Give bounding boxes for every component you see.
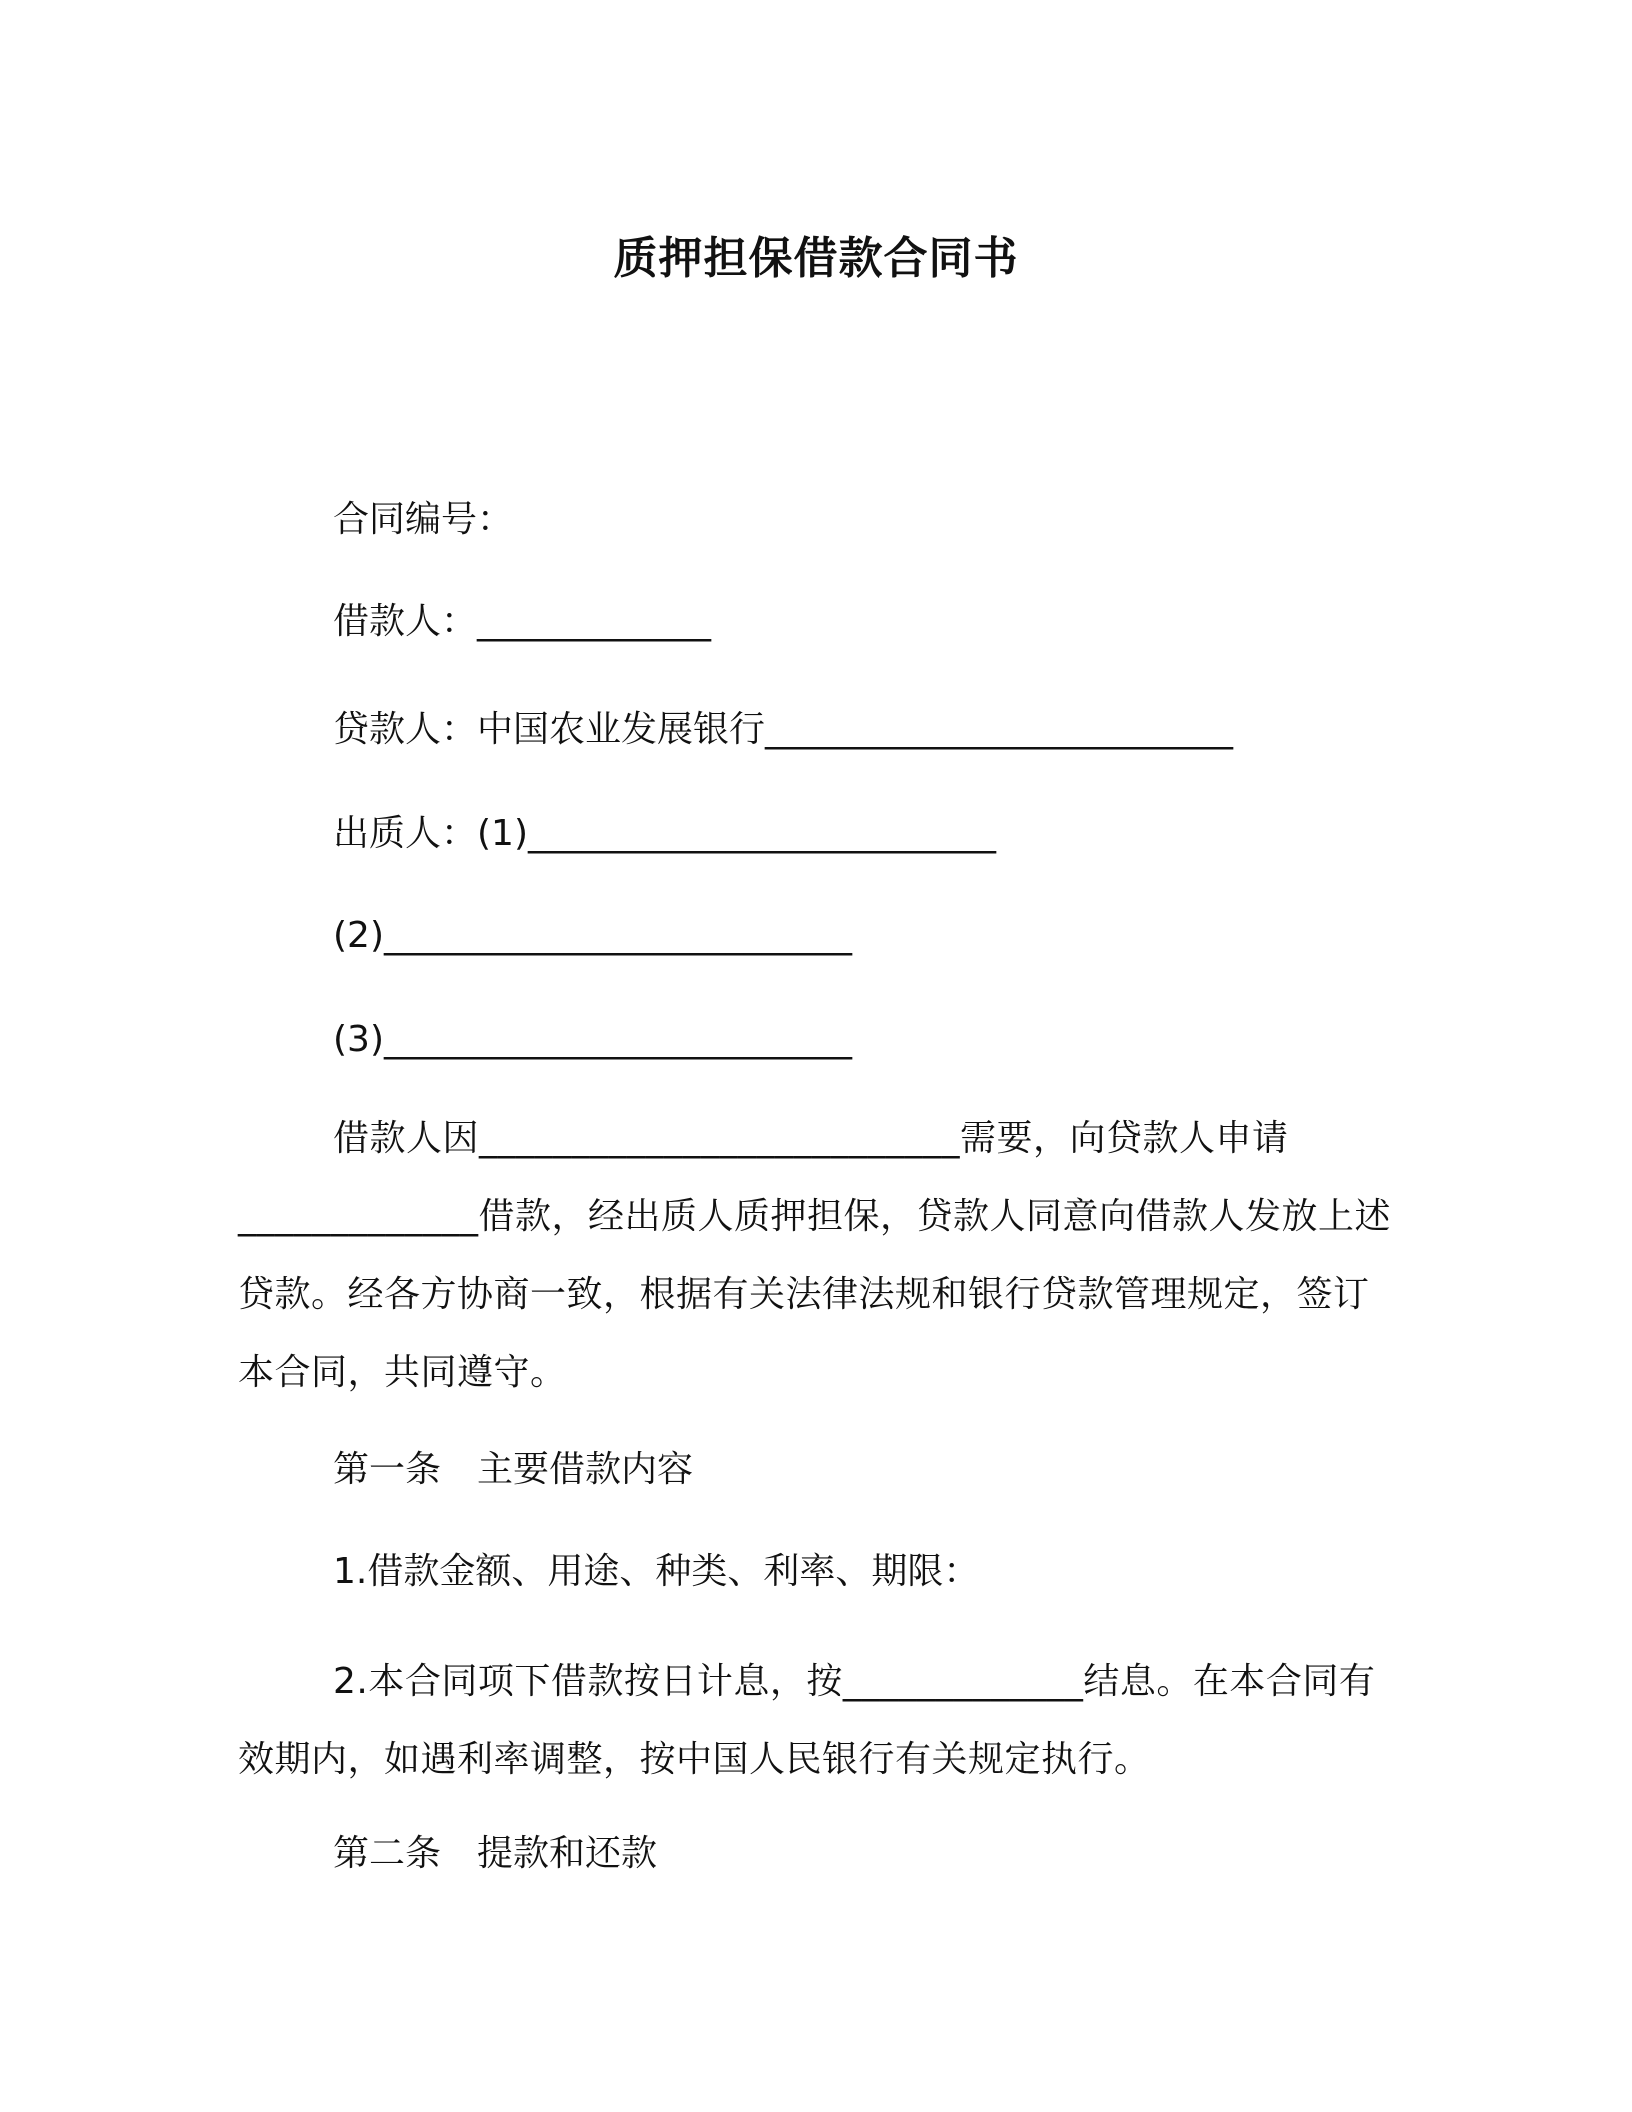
article-1-item-2: 2.本合同项下借款按日计息，按_____________结息。在本合同有效期内，如遇利率调整，按中国人民银行有关规定执行。 xyxy=(238,1661,1376,1780)
lender-line: 贷款人：中国农业发展银行__________________________ xyxy=(333,709,1234,750)
contract-title: 质押担保借款合同书 xyxy=(613,233,1019,284)
pledgor-line-2: (2)__________________________ xyxy=(333,915,852,956)
pledgor-line-3: (3)__________________________ xyxy=(333,1019,852,1060)
pledgor-line-1: 出质人：(1)__________________________ xyxy=(333,813,996,854)
article-1-heading: 第一条 主要借款内容 xyxy=(333,1449,694,1490)
article-2-heading: 第二条 提款和还款 xyxy=(333,1833,658,1874)
contract-number-line: 合同编号： xyxy=(333,499,514,540)
article-1-item-1: 1.借款金额、用途、种类、利率、期限： xyxy=(333,1551,980,1592)
borrower-line: 借款人：_____________ xyxy=(333,601,712,642)
intro-paragraph: 借款人因__________________________需要，向贷款人申请_____________借款，经出质人质押担保，贷款人同意向借款人发放上述贷款。经各方协商一致，根据有关法律法规和银行贷款管理规定，签订本合同，共同遵守。 xyxy=(238,1118,1392,1393)
